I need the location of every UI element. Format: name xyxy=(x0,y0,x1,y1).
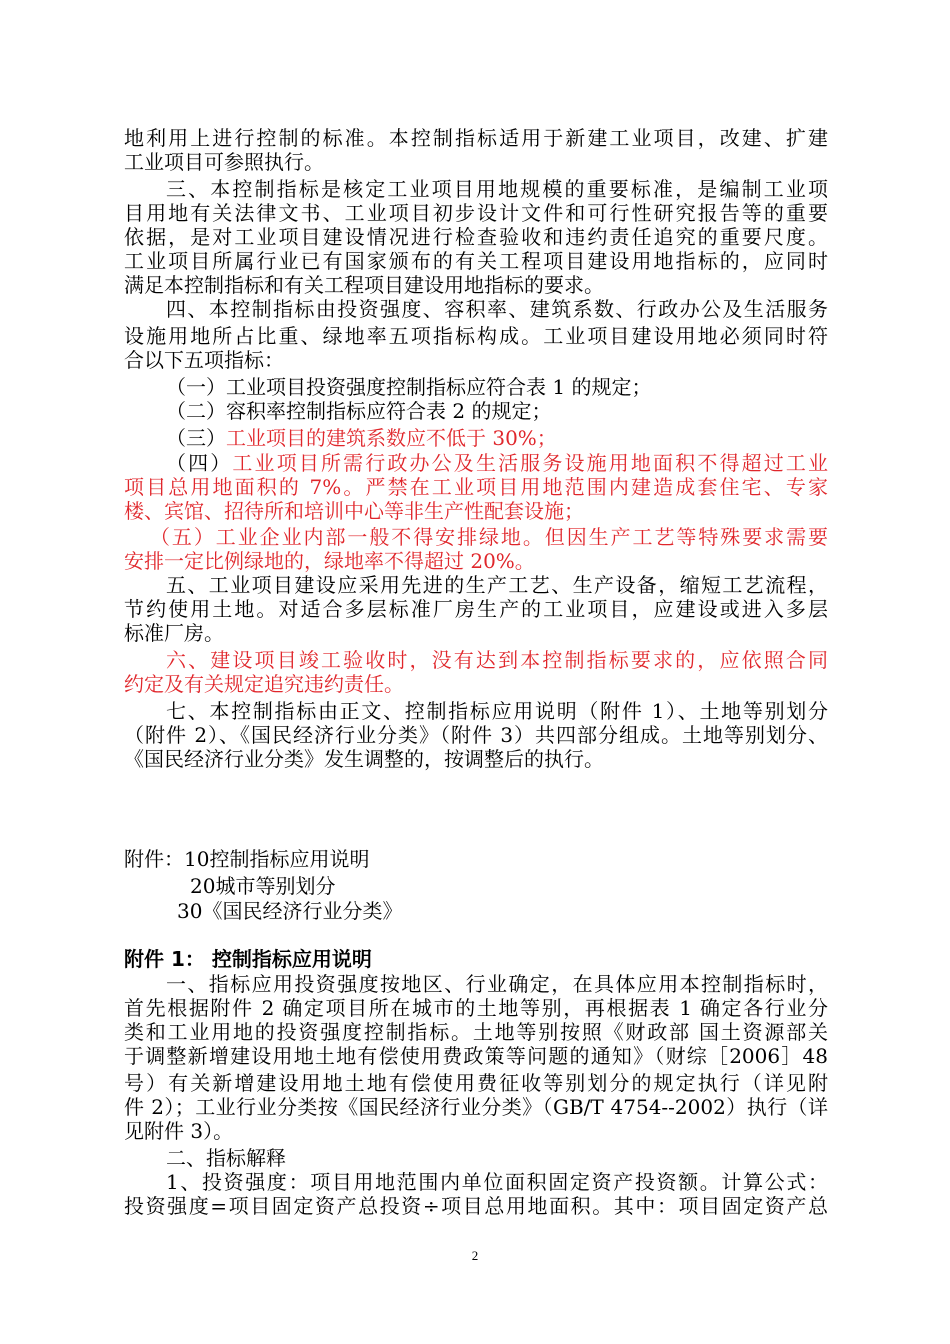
page-number: 2 xyxy=(471,1248,479,1263)
body-text-line: 二、指标解释 xyxy=(166,1146,286,1170)
body-text-line: 于调整新增建设用地土地有偿使用费政策等问题的通知》（财综［2006］48 xyxy=(124,1044,828,1068)
highlighted-text: 工业项目的建筑系数应不低于 30%； xyxy=(226,426,557,450)
highlighted-text: 工业项目所需行政办公及生活服务设施用地面积不得超过工业 xyxy=(232,451,829,475)
body-text-line: 标准厂房。 xyxy=(124,621,224,645)
body-text-line xyxy=(166,451,828,475)
body-text-line: （二）容积率控制指标应符合表 2 的规定； xyxy=(166,399,552,423)
body-text-line: 见附件 3）。 xyxy=(124,1119,234,1143)
body-text-line: 七、本控制指标由正文、控制指标应用说明（附件 1）、土地等别划分 xyxy=(166,699,828,723)
item-label: （四） xyxy=(166,451,233,475)
highlighted-text-line: 项目总用地面积的 7%。严禁在工业项目用地范围内建造成套住宅、专家 xyxy=(124,475,828,499)
body-text-line: 设施用地所占比重、绿地率五项指标构成。工业项目建设用地必须同时符 xyxy=(124,324,828,348)
body-text-line: 四、本控制指标由投资强度、容积率、建筑系数、行政办公及生活服务 xyxy=(166,297,828,321)
body-text-line: 满足本控制指标和有关工程项目建设用地指标的要求。 xyxy=(124,273,604,297)
body-text-line: 地利用上进行控制的标准。本控制指标适用于新建工业项目，改建、扩建 xyxy=(124,126,828,150)
body-text-line: 《国民经济行业分类》发生调整的，按调整后的执行。 xyxy=(124,747,604,771)
appendix-heading: 附件 1： 控制指标应用说明 xyxy=(124,947,372,971)
body-text-line: 工业项目所属行业已有国家颁布的有关工程项目建设用地指标的，应同时 xyxy=(124,249,828,273)
body-text-line: （一）工业项目投资强度控制指标应符合表 1 的规定； xyxy=(166,375,652,399)
body-text-line xyxy=(166,426,870,450)
highlighted-text-line: 六、建设项目竣工验收时，没有达到本控制指标要求的，应依照合同 xyxy=(166,648,828,672)
body-text-line: 节约使用土地。对适合多层标准厂房生产的工业项目，应建设或进入多层 xyxy=(124,597,828,621)
body-text-line: 一、指标应用投资强度按地区、行业确定，在具体应用本控制指标时， xyxy=(166,972,828,996)
body-text-line: 工业项目可参照执行。 xyxy=(124,150,324,174)
highlighted-text-line: 约定及有关规定追究违约责任。 xyxy=(124,672,404,696)
body-text-line: 1、投资强度：项目用地范围内单位面积固定资产投资额。计算公式： xyxy=(166,1170,828,1194)
body-text-line: 五、工业项目建设应采用先进的生产工艺、生产设备，缩短工艺流程， xyxy=(166,573,828,597)
body-text-line: 三、本控制指标是核定工业项目用地规模的重要标准，是编制工业项 xyxy=(166,177,828,201)
body-text-line: 合以下五项指标： xyxy=(124,348,284,372)
body-text-line: 依据，是对工业项目建设情况进行检查验收和违约责任追究的重要尺度。 xyxy=(124,225,828,249)
body-text-line: 件 2）；工业行业分类按《国民经济行业分类》（GB/T 4754--2002）执行（详 xyxy=(124,1095,828,1119)
highlighted-text-line: 安排一定比例绿地的，绿地率不得超过 20%。 xyxy=(124,549,535,573)
body-text-line: 首先根据附件 2 确定项目所在城市的土地等别，再根据表 1 确定各行业分 xyxy=(124,996,828,1020)
body-text-line: 目用地有关法律文书、工业项目初步设计文件和可行性研究报告等的重要 xyxy=(124,201,828,225)
body-text-line: 号）有关新增建设用地土地有偿使用费征收等别划分的规定执行（详见附 xyxy=(124,1071,828,1095)
body-text-line: （附件 2）、《国民经济行业分类》（附件 3）共四部分组成。土地等别划分、 xyxy=(124,723,828,747)
item-label: （三） xyxy=(166,426,226,450)
attachment-list-line: 附件：10控制指标应用说明 xyxy=(124,847,370,871)
attachment-list-line: 20城市等别划分 xyxy=(190,874,336,898)
highlighted-text-line: 楼、宾馆、招待所和培训中心等非生产性配套设施； xyxy=(124,499,584,523)
attachment-list-line: 30《国民经济行业分类》 xyxy=(177,899,403,923)
body-text-line: 投资强度=项目固定资产总投资÷项目总用地面积。其中：项目固定资产总 xyxy=(124,1194,828,1218)
body-text-line: 类和工业用地的投资强度控制指标。土地等别按照《财政部 国土资源部关 xyxy=(124,1020,828,1044)
highlighted-text-line: （五）工业企业内部一般不得安排绿地。但因生产工艺等特殊要求需要 xyxy=(150,525,828,549)
